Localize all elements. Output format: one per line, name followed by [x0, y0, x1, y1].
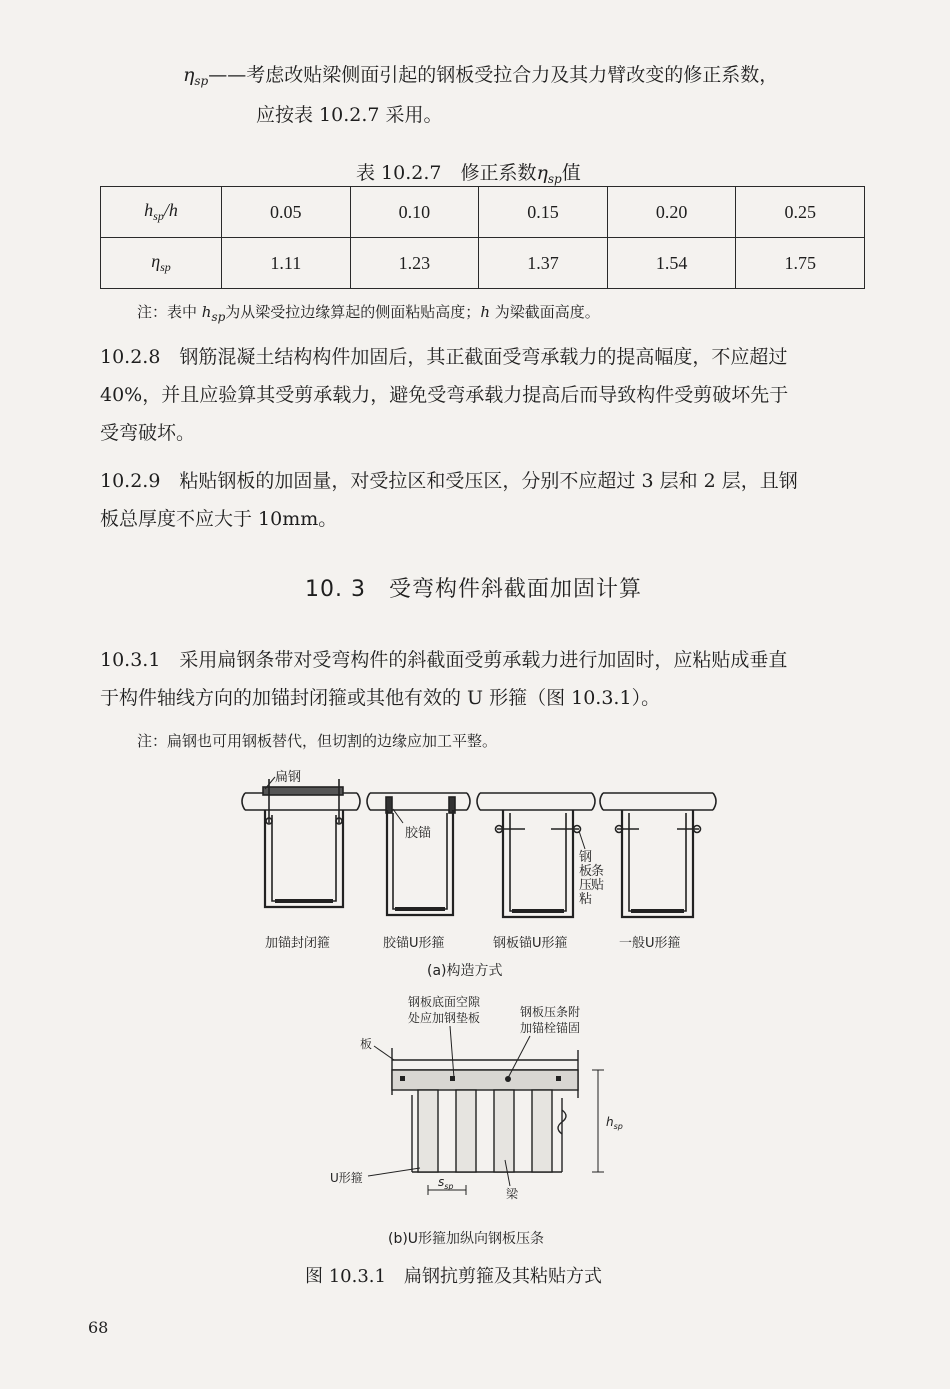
page-number: 68: [88, 1318, 109, 1337]
label-gap-line2: 处应加钢垫板: [408, 1011, 481, 1025]
label-press-strip-char: 压: [579, 878, 593, 893]
table-caption-tail: 值: [561, 162, 581, 184]
table-cell: 1.75: [736, 238, 865, 289]
label-h-main: h: [606, 1115, 614, 1129]
label-s-main: s: [438, 1175, 445, 1189]
variant-ordinary-u-stirrup: [600, 793, 716, 917]
label-gap-line1: 钢板底面空隙: [408, 995, 481, 1009]
label-press-strip-char: 条: [591, 864, 605, 879]
caption-variant-4: 一般U形箍: [619, 936, 681, 951]
label-s-sub: sp: [444, 1182, 454, 1191]
clause-line: 40%，并且应验算其受剪承载力，避免受弯承载力提高后而导致构件受剪破坏先于: [100, 384, 789, 406]
label-h-sub: sp: [613, 1122, 623, 1131]
table-note: [137, 301, 600, 324]
table-cell: 1.23: [350, 238, 479, 289]
note-tail: 为梁截面高度。: [489, 303, 600, 321]
label-press-strip-char: 粘: [579, 892, 593, 907]
variant-glue-anchored-u-stirrup: [367, 793, 470, 915]
clause-line: 于构件轴线方向的加锚封闭箍或其他有效的 U 形箍（图 10.3.1）。: [100, 687, 661, 709]
row-header-eta-symbol: η: [151, 251, 161, 271]
note-pre: 注：表中: [137, 303, 202, 321]
label-press-strip-char: 板: [579, 864, 593, 879]
clause-10-3-1-note: 注：扁钢也可用钢板替代，但切割的边缘应加工平整。: [137, 732, 498, 750]
note-h: h: [201, 303, 212, 321]
clause-10-2-8: [100, 338, 870, 452]
definition-text: ——考虑改贴梁侧面引起的钢板受拉合力及其力臂改变的修正系数，: [208, 64, 779, 86]
label-u-stirrup: U形箍: [330, 1171, 363, 1185]
clause-line: 受弯破坏。: [100, 422, 196, 444]
row-header-h-tail: /h: [163, 200, 178, 220]
clause-line: 10.3.1 采用扁钢条带对受弯构件的斜截面受剪承载力进行加固时，应粘贴成垂直: [100, 649, 788, 671]
label-press-line2: 加锚栓锚固: [520, 1021, 581, 1035]
table-row-hsp: [101, 187, 865, 238]
variant-anchored-closed-stirrup: [242, 779, 360, 907]
table-cell: 0.15: [479, 187, 608, 238]
caption-variant-3: 钢板锚U形箍: [493, 936, 568, 951]
table-cell: 0.20: [607, 187, 736, 238]
caption-variant-1: 加锚封闭箍: [265, 936, 331, 951]
label-press-strip-char: 贴: [591, 878, 605, 893]
caption-variant-2: 胶锚U形箍: [383, 936, 445, 951]
figure-b-u-stirrup-longitudinal: [330, 990, 630, 1220]
figure-a-construction: [235, 765, 720, 985]
table-caption-symbol: η: [536, 162, 548, 184]
table-caption-text: 表 10.2.7 修正系数: [356, 162, 537, 184]
clause-10-3-1: [100, 641, 870, 717]
clause-line: 10.2.8 钢筋混凝土结构构件加固后，其正截面受弯承载力的提高幅度，不应超过: [100, 346, 788, 368]
label-press-strip-char: 钢: [579, 850, 593, 865]
label-s: [438, 1175, 454, 1191]
clause-line: 板总厚度不应大于 10mm。: [100, 508, 338, 530]
eta-definition-line1: [183, 60, 778, 88]
figure-caption: 图 10.3.1 扁钢抗剪箍及其粘贴方式: [305, 1266, 602, 1287]
table-cell: 0.25: [736, 187, 865, 238]
row-header-eta: [101, 238, 222, 289]
note-h2: h: [480, 303, 490, 321]
section-title: 10. 3 受弯构件斜截面加固计算: [305, 577, 642, 602]
row-header-hsp: [101, 187, 222, 238]
row-header-h: h: [144, 200, 154, 220]
eta-symbol: η: [183, 64, 195, 86]
note-h-sub: sp: [211, 310, 226, 324]
table-caption: [356, 158, 581, 186]
label-glue-anchor: 胶锚: [405, 826, 432, 841]
note-mid: 为从梁受拉边缘算起的侧面粘贴高度；: [225, 303, 481, 321]
table-cell: 0.10: [350, 187, 479, 238]
label-slab: 板: [360, 1037, 373, 1051]
table-cell: 0.05: [222, 187, 351, 238]
variant-plate-anchored-u-stirrup: [477, 793, 595, 917]
clause-line: 10.2.9 粘贴钢板的加固量，对受拉区和受压区，分别不应超过 3 层和 2 层，且钢: [100, 470, 798, 492]
row-header-h-sub: sp: [153, 209, 164, 223]
label-press-line1: 钢板压条附: [520, 1005, 581, 1019]
clause-10-2-9: [100, 462, 870, 538]
row-header-eta-sub: sp: [160, 260, 171, 274]
table-cell: 1.37: [479, 238, 608, 289]
subcaption-a: (a)构造方式: [427, 963, 503, 979]
table-cell: 1.11: [222, 238, 351, 289]
label-flat-steel: 扁钢: [275, 770, 302, 785]
eta-definition-line2: 应按表 10.2.7 采用。: [256, 104, 443, 126]
eta-subscript: sp: [194, 74, 209, 88]
label-beam: 梁: [506, 1187, 519, 1201]
table-caption-sub: sp: [547, 172, 562, 186]
label-h: [606, 1115, 623, 1131]
correction-coefficient-table: [100, 186, 865, 289]
table-row-eta: [101, 238, 865, 289]
table-cell: 1.54: [607, 238, 736, 289]
subcaption-b: (b)U形箍加纵向钢板压条: [388, 1231, 545, 1247]
